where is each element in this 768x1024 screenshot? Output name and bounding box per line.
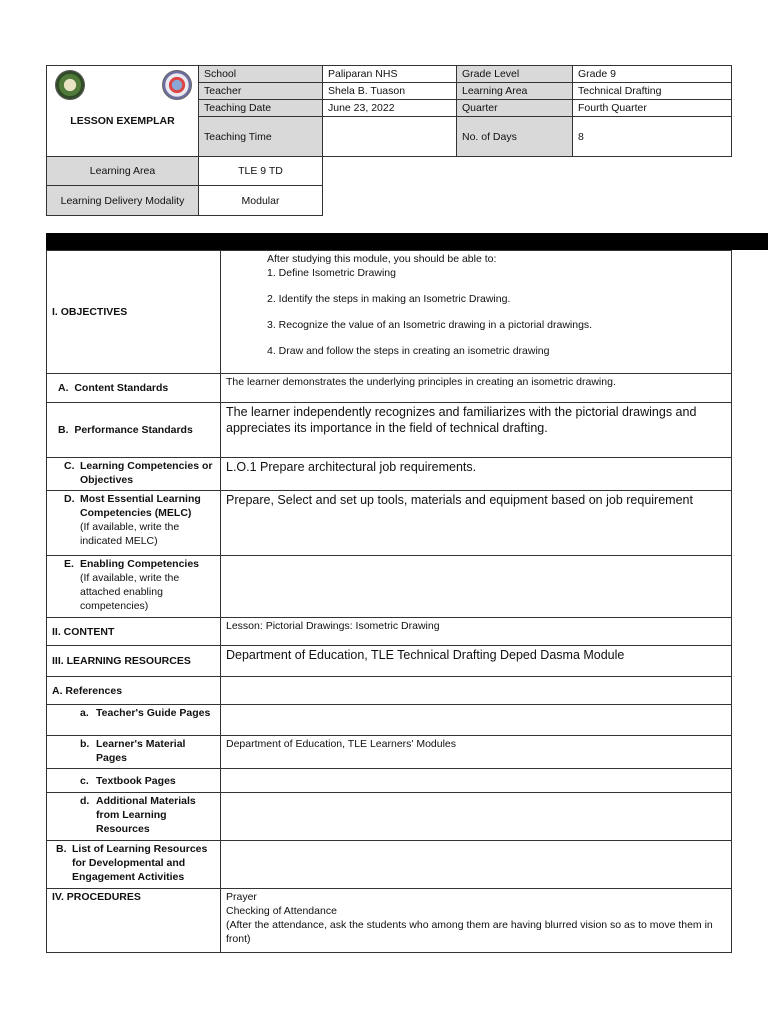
lesson-exemplar-title: LESSON EXEMPLAR xyxy=(70,115,175,127)
modality-learning-area-label: Learning Area xyxy=(47,157,199,186)
teachers-guide-label: a. Teacher's Guide Pages xyxy=(47,705,221,736)
logo-cell xyxy=(47,66,199,157)
objective-item: 4. Draw and follow the steps in creating an isometric drawing xyxy=(267,345,550,357)
performance-standards-value: The learner independently recognizes and familiarizes with the pictorial drawings and appreciates its importance in the field of technical drafting. xyxy=(221,403,732,458)
learning-area-label: Learning Area xyxy=(457,83,573,100)
performance-standards-label: B. Performance Standards xyxy=(47,403,221,458)
list-resources-label: B. List of Learning Resources for Developmental and Engagement Activities xyxy=(47,841,221,889)
learning-resources-value: Department of Education, TLE Technical Drafting Deped Dasma Module xyxy=(221,646,732,677)
additional-materials-value xyxy=(221,793,732,841)
references-value xyxy=(221,677,732,705)
content-standards-label: A. Content Standards xyxy=(47,374,221,403)
competencies-value: L.O.1 Prepare architectural job requirements. xyxy=(221,458,732,491)
procedures-label: IV. PROCEDURES xyxy=(47,889,221,953)
content-value: Lesson: Pictorial Drawings: Isometric Drawing xyxy=(221,618,732,646)
grade-level-value: Grade 9 xyxy=(573,66,732,83)
melc-label: D. Most Essential Learning Competencies (MELC) (If available, write the indicated MELC) xyxy=(47,491,221,556)
school-label: School xyxy=(199,66,323,83)
section-divider-bar xyxy=(46,233,768,250)
content-label: II. CONTENT xyxy=(47,618,221,646)
references-label: A. References xyxy=(47,677,221,705)
objectives-intro: After studying this module, you should be able to: xyxy=(267,253,497,265)
no-of-days-value: 8 xyxy=(573,117,732,157)
teaching-date-label: Teaching Date xyxy=(199,100,323,117)
quarter-label: Quarter xyxy=(457,100,573,117)
objective-item: 3. Recognize the value of an Isometric drawing in a pictorial drawings. xyxy=(267,319,593,331)
textbook-value xyxy=(221,769,732,793)
additional-materials-label: d. Additional Materials from Learning Resources xyxy=(47,793,221,841)
teaching-date-value: June 23, 2022 xyxy=(323,100,457,117)
competencies-label: C. Learning Competencies or Objectives xyxy=(47,458,221,491)
teaching-time-label: Teaching Time xyxy=(199,117,323,157)
teacher-label: Teacher xyxy=(199,83,323,100)
objective-item: 2. Identify the steps in making an Isometric Drawing. xyxy=(267,293,511,305)
teacher-value: Shela B. Tuason xyxy=(323,83,457,100)
deped-seal-icon xyxy=(162,70,192,100)
learning-area-value: Technical Drafting xyxy=(573,83,732,100)
delivery-modality-label: Learning Delivery Modality xyxy=(47,186,199,216)
textbook-label: c. Textbook Pages xyxy=(47,769,221,793)
enabling-competencies-value xyxy=(221,556,732,618)
content-standards-value: The learner demonstrates the underlying principles in creating an isometric drawing. xyxy=(221,374,732,403)
list-resources-value xyxy=(221,841,732,889)
learners-material-label: b. Learner's Material Pages xyxy=(47,736,221,769)
header-table xyxy=(46,65,732,157)
procedure-line: Checking of Attendance xyxy=(226,905,337,917)
teaching-time-value xyxy=(323,117,457,157)
lesson-plan-table xyxy=(46,250,732,953)
learners-material-value: Department of Education, TLE Learners' Modules xyxy=(221,736,732,769)
procedure-line: Prayer xyxy=(226,891,257,903)
procedure-line: (After the attendance, ask the students who among them are having blurred vision so as to move them in front) xyxy=(226,919,713,945)
objectives-label: I. OBJECTIVES xyxy=(47,251,221,374)
no-of-days-label: No. of Days xyxy=(457,117,573,157)
grade-level-label: Grade Level xyxy=(457,66,573,83)
objectives-content xyxy=(221,251,732,374)
modality-table xyxy=(46,156,323,216)
teachers-guide-value xyxy=(221,705,732,736)
school-seal-icon xyxy=(55,70,85,100)
learning-resources-label: III. LEARNING RESOURCES xyxy=(47,646,221,677)
enabling-competencies-label: E. Enabling Competencies (If available, write the attached enabling competencies) xyxy=(47,556,221,618)
quarter-value: Fourth Quarter xyxy=(573,100,732,117)
melc-value: Prepare, Select and set up tools, materials and equipment based on job requirement xyxy=(221,491,732,556)
objective-item: 1. Define Isometric Drawing xyxy=(267,267,396,279)
school-value: Paliparan NHS xyxy=(323,66,457,83)
delivery-modality-value: Modular xyxy=(199,186,323,216)
procedures-value xyxy=(221,889,732,953)
modality-learning-area-value: TLE 9 TD xyxy=(199,157,323,186)
